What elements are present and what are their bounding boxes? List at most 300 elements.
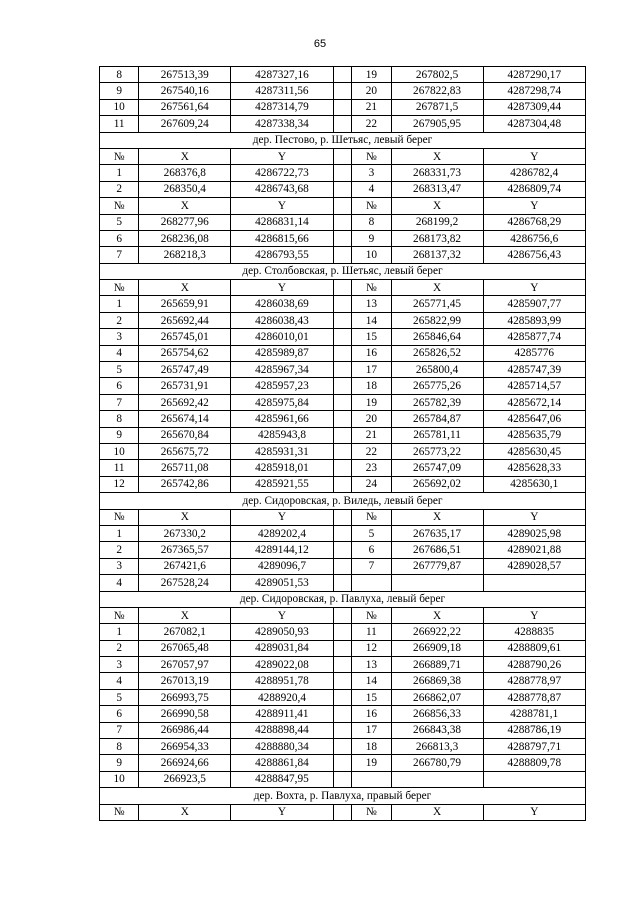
y-coordinate-cell: 4288898,44 [231, 722, 333, 738]
y-coordinate-cell: 4285957,23 [231, 378, 333, 394]
column-header: Y [483, 280, 585, 296]
point-number-cell: 13 [352, 657, 391, 673]
x-coordinate-cell: 268350,4 [139, 181, 231, 197]
table-row [100, 525, 586, 541]
point-number-cell: 3 [100, 329, 139, 345]
table-row [100, 116, 586, 132]
section-title: дер. Сидоровская, р. Павлуха, левый берег [100, 591, 586, 607]
spacer-cell [333, 427, 352, 443]
y-coordinate-cell: 4286743,68 [231, 181, 333, 197]
spacer-cell [333, 443, 352, 459]
column-header: X [391, 607, 483, 623]
y-coordinate-cell: 4285630,45 [483, 443, 585, 459]
x-coordinate-cell: 265731,91 [139, 378, 231, 394]
y-coordinate-cell: 4287327,16 [231, 67, 333, 83]
spacer-cell [333, 460, 352, 476]
x-coordinate-cell: 265659,91 [139, 296, 231, 312]
table-row [100, 312, 586, 328]
point-number-cell: 11 [100, 116, 139, 132]
x-coordinate-cell: 266922,22 [391, 624, 483, 640]
page-number: 65 [313, 38, 327, 50]
x-coordinate-cell: 268277,96 [139, 214, 231, 230]
column-header: № [352, 148, 391, 164]
y-coordinate-cell: 4288861,84 [231, 755, 333, 771]
point-number-cell: 16 [352, 706, 391, 722]
y-coordinate-cell: 4289202,4 [231, 525, 333, 541]
point-number-cell: 19 [352, 67, 391, 83]
x-coordinate-cell: 265675,72 [139, 443, 231, 459]
table-row [100, 296, 586, 312]
table-row [100, 673, 586, 689]
x-coordinate-cell: 265692,42 [139, 394, 231, 410]
y-coordinate-cell: 4287298,74 [483, 83, 585, 99]
point-number-cell: 7 [100, 722, 139, 738]
x-coordinate-cell: 268331,73 [391, 165, 483, 181]
y-coordinate-cell: 4286010,01 [231, 329, 333, 345]
point-number-cell: 1 [100, 525, 139, 541]
x-coordinate-cell: 266924,66 [139, 755, 231, 771]
point-number-cell: 6 [352, 542, 391, 558]
column-header: X [139, 198, 231, 214]
column-header: Y [483, 607, 585, 623]
point-number-cell: 21 [352, 427, 391, 443]
y-coordinate-cell [483, 575, 585, 591]
y-coordinate-cell: 4289144,12 [231, 542, 333, 558]
column-header: X [391, 509, 483, 525]
y-coordinate-cell: 4286756,43 [483, 247, 585, 263]
point-number-cell: 6 [100, 378, 139, 394]
y-coordinate-cell: 4285921,55 [231, 476, 333, 492]
y-coordinate-cell: 4285776 [483, 345, 585, 361]
spacer-cell [333, 804, 352, 820]
spacer-cell [333, 706, 352, 722]
x-coordinate-cell [391, 771, 483, 787]
table-row [100, 657, 586, 673]
x-coordinate-cell: 265826,52 [391, 345, 483, 361]
column-header: X [391, 198, 483, 214]
x-coordinate-cell: 267905,95 [391, 116, 483, 132]
point-number-cell: 17 [352, 362, 391, 378]
column-header: X [391, 148, 483, 164]
point-number-cell: 3 [100, 657, 139, 673]
x-coordinate-cell: 265742,86 [139, 476, 231, 492]
y-coordinate-cell: 4288880,34 [231, 739, 333, 755]
x-coordinate-cell: 265674,14 [139, 411, 231, 427]
column-header: № [352, 198, 391, 214]
y-coordinate-cell: 4288951,78 [231, 673, 333, 689]
x-coordinate-cell: 265711,08 [139, 460, 231, 476]
x-coordinate-cell: 268173,82 [391, 230, 483, 246]
spacer-cell [333, 198, 352, 214]
y-coordinate-cell: 4285975,84 [231, 394, 333, 410]
point-number-cell: 16 [352, 345, 391, 361]
y-coordinate-cell: 4286793,55 [231, 247, 333, 263]
table-row [100, 394, 586, 410]
spacer-cell [333, 558, 352, 574]
x-coordinate-cell: 266993,75 [139, 689, 231, 705]
point-number-cell: 4 [352, 181, 391, 197]
y-coordinate-cell: 4287304,48 [483, 116, 585, 132]
table-row [100, 722, 586, 738]
y-coordinate-cell: 4285635,79 [483, 427, 585, 443]
y-coordinate-cell: 4288778,97 [483, 673, 585, 689]
column-header: Y [483, 198, 585, 214]
table-row [100, 706, 586, 722]
spacer-cell [333, 378, 352, 394]
x-coordinate-cell: 267822,83 [391, 83, 483, 99]
point-number-cell: 10 [100, 771, 139, 787]
y-coordinate-cell: 4286815,66 [231, 230, 333, 246]
x-coordinate-cell: 267686,51 [391, 542, 483, 558]
x-coordinate-cell: 267779,87 [391, 558, 483, 574]
y-coordinate-cell: 4289051,53 [231, 575, 333, 591]
column-header: X [139, 280, 231, 296]
y-coordinate-cell: 4287338,34 [231, 116, 333, 132]
x-coordinate-cell: 268313,47 [391, 181, 483, 197]
x-coordinate-cell: 266780,79 [391, 755, 483, 771]
spacer-cell [333, 230, 352, 246]
x-coordinate-cell: 265771,45 [391, 296, 483, 312]
y-coordinate-cell: 4287311,56 [231, 83, 333, 99]
point-number-cell: 8 [352, 214, 391, 230]
point-number-cell: 5 [100, 362, 139, 378]
y-coordinate-cell: 4286782,4 [483, 165, 585, 181]
point-number-cell: 3 [352, 165, 391, 181]
column-header: Y [231, 198, 333, 214]
y-coordinate-cell: 4285714,57 [483, 378, 585, 394]
point-number-cell: 1 [100, 165, 139, 181]
table-header-row [100, 607, 586, 623]
point-number-cell: 6 [100, 706, 139, 722]
x-coordinate-cell: 265784,87 [391, 411, 483, 427]
x-coordinate-cell: 265747,09 [391, 460, 483, 476]
table-row [100, 689, 586, 705]
point-number-cell: 8 [100, 67, 139, 83]
column-header: Y [231, 607, 333, 623]
point-number-cell: 4 [100, 345, 139, 361]
table-row [100, 558, 586, 574]
x-coordinate-cell: 267513,39 [139, 67, 231, 83]
point-number-cell: 6 [100, 230, 139, 246]
x-coordinate-cell: 265747,49 [139, 362, 231, 378]
point-number-cell: 24 [352, 476, 391, 492]
table-row [100, 345, 586, 361]
point-number-cell: 19 [352, 755, 391, 771]
x-coordinate-cell: 265846,64 [391, 329, 483, 345]
x-coordinate-cell: 267057,97 [139, 657, 231, 673]
x-coordinate-cell: 267065,48 [139, 640, 231, 656]
x-coordinate-cell: 267528,24 [139, 575, 231, 591]
column-header: № [352, 280, 391, 296]
spacer-cell [333, 214, 352, 230]
y-coordinate-cell: 4286756,6 [483, 230, 585, 246]
spacer-cell [333, 329, 352, 345]
x-coordinate-cell: 268218,3 [139, 247, 231, 263]
x-coordinate-cell: 267635,17 [391, 525, 483, 541]
y-coordinate-cell: 4288835 [483, 624, 585, 640]
point-number-cell: 10 [100, 443, 139, 459]
x-coordinate-cell: 268137,32 [391, 247, 483, 263]
y-coordinate-cell: 4285961,66 [231, 411, 333, 427]
point-number-cell: 23 [352, 460, 391, 476]
spacer-cell [333, 181, 352, 197]
column-header: Y [231, 804, 333, 820]
y-coordinate-cell: 4285747,39 [483, 362, 585, 378]
point-number-cell: 22 [352, 116, 391, 132]
spacer-cell [333, 362, 352, 378]
x-coordinate-cell: 268236,08 [139, 230, 231, 246]
x-coordinate-cell: 266909,18 [391, 640, 483, 656]
spacer-cell [333, 722, 352, 738]
y-coordinate-cell: 4288911,41 [231, 706, 333, 722]
spacer-cell [333, 739, 352, 755]
table-header-row [100, 280, 586, 296]
y-coordinate-cell: 4285907,77 [483, 296, 585, 312]
spacer-cell [333, 296, 352, 312]
table-row [100, 165, 586, 181]
x-coordinate-cell: 267330,2 [139, 525, 231, 541]
y-coordinate-cell: 4288797,71 [483, 739, 585, 755]
y-coordinate-cell: 4286809,74 [483, 181, 585, 197]
table-row [100, 99, 586, 115]
y-coordinate-cell: 4285628,33 [483, 460, 585, 476]
y-coordinate-cell: 4285931,31 [231, 443, 333, 459]
point-number-cell: 11 [100, 460, 139, 476]
point-number-cell: 18 [352, 378, 391, 394]
column-header: X [391, 804, 483, 820]
table-row [100, 542, 586, 558]
section-title-row [100, 263, 586, 279]
y-coordinate-cell: 4288847,95 [231, 771, 333, 787]
x-coordinate-cell: 267082,1 [139, 624, 231, 640]
spacer-cell [333, 607, 352, 623]
column-header: № [100, 280, 139, 296]
y-coordinate-cell: 4285967,34 [231, 362, 333, 378]
section-title-row [100, 132, 586, 148]
point-number-cell: 9 [100, 83, 139, 99]
x-coordinate-cell: 265754,62 [139, 345, 231, 361]
y-coordinate-cell: 4289096,7 [231, 558, 333, 574]
point-number-cell: 1 [100, 296, 139, 312]
spacer-cell [333, 624, 352, 640]
y-coordinate-cell: 4289031,84 [231, 640, 333, 656]
y-coordinate-cell: 4286038,69 [231, 296, 333, 312]
x-coordinate-cell: 266856,33 [391, 706, 483, 722]
coordinates-table [99, 66, 586, 821]
x-coordinate-cell: 267609,24 [139, 116, 231, 132]
point-number-cell: 19 [352, 394, 391, 410]
x-coordinate-cell: 267802,5 [391, 67, 483, 83]
y-coordinate-cell: 4285893,99 [483, 312, 585, 328]
table-row [100, 771, 586, 787]
spacer-cell [333, 280, 352, 296]
y-coordinate-cell: 4285989,87 [231, 345, 333, 361]
point-number-cell: 5 [352, 525, 391, 541]
spacer-cell [333, 525, 352, 541]
table-header-row [100, 198, 586, 214]
column-header: X [139, 607, 231, 623]
x-coordinate-cell: 265781,11 [391, 427, 483, 443]
x-coordinate-cell: 266843,38 [391, 722, 483, 738]
y-coordinate-cell: 4288809,61 [483, 640, 585, 656]
y-coordinate-cell: 4286038,43 [231, 312, 333, 328]
y-coordinate-cell: 4289021,88 [483, 542, 585, 558]
y-coordinate-cell: 4288920,4 [231, 689, 333, 705]
y-coordinate-cell: 4285672,14 [483, 394, 585, 410]
point-number-cell: 9 [352, 230, 391, 246]
column-header: № [352, 607, 391, 623]
y-coordinate-cell: 4288786,19 [483, 722, 585, 738]
point-number-cell: 4 [100, 673, 139, 689]
x-coordinate-cell: 267365,57 [139, 542, 231, 558]
section-title: дер. Вохта, р. Павлуха, правый берег [100, 788, 586, 804]
point-number-cell: 2 [100, 312, 139, 328]
section-title-row [100, 591, 586, 607]
table-row [100, 624, 586, 640]
spacer-cell [333, 509, 352, 525]
y-coordinate-cell [483, 771, 585, 787]
column-header: № [100, 148, 139, 164]
point-number-cell: 9 [100, 427, 139, 443]
y-coordinate-cell: 4285647,06 [483, 411, 585, 427]
column-header: X [391, 280, 483, 296]
x-coordinate-cell: 268376,8 [139, 165, 231, 181]
point-number-cell: 8 [100, 411, 139, 427]
spacer-cell [333, 673, 352, 689]
x-coordinate-cell: 267561,64 [139, 99, 231, 115]
table-row [100, 378, 586, 394]
x-coordinate-cell: 265745,01 [139, 329, 231, 345]
column-header: X [139, 148, 231, 164]
spacer-cell [333, 345, 352, 361]
x-coordinate-cell: 266923,5 [139, 771, 231, 787]
spacer-cell [333, 116, 352, 132]
x-coordinate-cell: 267013,19 [139, 673, 231, 689]
column-header: № [352, 804, 391, 820]
y-coordinate-cell: 4287309,44 [483, 99, 585, 115]
table-row [100, 427, 586, 443]
column-header: Y [483, 148, 585, 164]
section-title-row [100, 788, 586, 804]
point-number-cell: 20 [352, 411, 391, 427]
spacer-cell [333, 575, 352, 591]
table-row [100, 575, 586, 591]
column-header: X [139, 509, 231, 525]
table-row [100, 230, 586, 246]
spacer-cell [333, 312, 352, 328]
point-number-cell: 2 [100, 542, 139, 558]
point-number-cell: 15 [352, 329, 391, 345]
column-header: № [100, 804, 139, 820]
x-coordinate-cell [391, 575, 483, 591]
point-number-cell [352, 575, 391, 591]
y-coordinate-cell: 4285630,1 [483, 476, 585, 492]
point-number-cell: 15 [352, 689, 391, 705]
table-row [100, 460, 586, 476]
x-coordinate-cell: 268199,2 [391, 214, 483, 230]
spacer-cell [333, 99, 352, 115]
x-coordinate-cell: 267871,5 [391, 99, 483, 115]
spacer-cell [333, 148, 352, 164]
point-number-cell: 14 [352, 312, 391, 328]
table-row [100, 83, 586, 99]
y-coordinate-cell: 4286831,14 [231, 214, 333, 230]
section-title: дер. Пестово, р. Шетьяс, левый берег [100, 132, 586, 148]
table-header-row [100, 148, 586, 164]
column-header: Y [231, 148, 333, 164]
y-coordinate-cell: 4289028,57 [483, 558, 585, 574]
spacer-cell [333, 83, 352, 99]
point-number-cell: 12 [352, 640, 391, 656]
section-title: дер. Столбовская, р. Шетьяс, левый берег [100, 263, 586, 279]
spacer-cell [333, 771, 352, 787]
table-row [100, 739, 586, 755]
x-coordinate-cell: 267421,6 [139, 558, 231, 574]
column-header: Y [231, 509, 333, 525]
x-coordinate-cell: 265670,84 [139, 427, 231, 443]
point-number-cell: 7 [100, 247, 139, 263]
x-coordinate-cell: 266986,44 [139, 722, 231, 738]
point-number-cell: 1 [100, 624, 139, 640]
y-coordinate-cell: 4288778,87 [483, 689, 585, 705]
section-title: дер. Сидоровская, р. Виледь, левый берег [100, 493, 586, 509]
point-number-cell: 13 [352, 296, 391, 312]
y-coordinate-cell: 4288781,1 [483, 706, 585, 722]
x-coordinate-cell: 266869,38 [391, 673, 483, 689]
point-number-cell: 7 [352, 558, 391, 574]
spacer-cell [333, 657, 352, 673]
point-number-cell: 5 [100, 214, 139, 230]
x-coordinate-cell: 266889,71 [391, 657, 483, 673]
point-number-cell: 2 [100, 640, 139, 656]
y-coordinate-cell: 4286722,73 [231, 165, 333, 181]
y-coordinate-cell: 4285877,74 [483, 329, 585, 345]
table-row [100, 181, 586, 197]
table-row [100, 214, 586, 230]
column-header: X [139, 804, 231, 820]
y-coordinate-cell: 4285918,01 [231, 460, 333, 476]
x-coordinate-cell: 265800,4 [391, 362, 483, 378]
spacer-cell [333, 67, 352, 83]
column-header: № [100, 198, 139, 214]
spacer-cell [333, 689, 352, 705]
x-coordinate-cell: 265692,02 [391, 476, 483, 492]
table-row [100, 329, 586, 345]
x-coordinate-cell: 265822,99 [391, 312, 483, 328]
table-row [100, 411, 586, 427]
spacer-cell [333, 247, 352, 263]
column-header: Y [231, 280, 333, 296]
x-coordinate-cell: 265782,39 [391, 394, 483, 410]
table-row [100, 247, 586, 263]
y-coordinate-cell: 4288790,26 [483, 657, 585, 673]
spacer-cell [333, 755, 352, 771]
x-coordinate-cell: 265692,44 [139, 312, 231, 328]
spacer-cell [333, 476, 352, 492]
point-number-cell [352, 771, 391, 787]
point-number-cell: 10 [352, 247, 391, 263]
point-number-cell: 17 [352, 722, 391, 738]
x-coordinate-cell: 266862,07 [391, 689, 483, 705]
table-row [100, 362, 586, 378]
y-coordinate-cell: 4288809,78 [483, 755, 585, 771]
section-title-row [100, 493, 586, 509]
point-number-cell: 10 [100, 99, 139, 115]
point-number-cell: 20 [352, 83, 391, 99]
spacer-cell [333, 165, 352, 181]
y-coordinate-cell: 4289050,93 [231, 624, 333, 640]
point-number-cell: 12 [100, 476, 139, 492]
